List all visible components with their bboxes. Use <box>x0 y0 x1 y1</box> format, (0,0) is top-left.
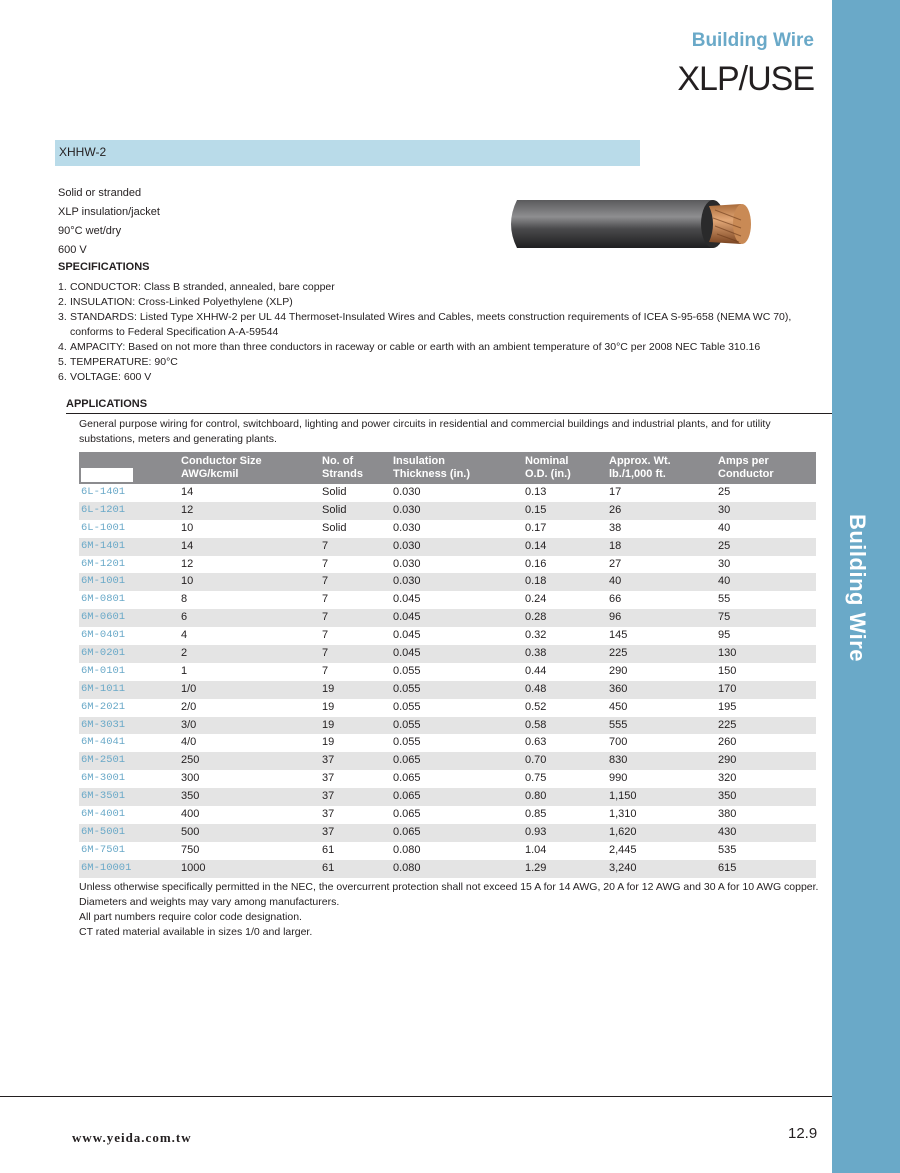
table-row <box>79 752 816 770</box>
table-row <box>79 842 816 860</box>
cell-weight: 40 <box>609 575 622 588</box>
cell-insulation: 0.030 <box>393 503 421 516</box>
cell-part-number: 6M-2021 <box>81 700 126 713</box>
cell-part-number: 6M-2501 <box>81 754 126 767</box>
cell-weight: 830 <box>609 754 628 767</box>
cell-insulation: 0.055 <box>393 718 421 731</box>
cell-amps: 40 <box>718 575 731 588</box>
cell-conductor-size: 1 <box>181 664 188 677</box>
table-row <box>79 717 816 735</box>
property-voltage: 600 V <box>58 244 87 256</box>
cell-insulation: 0.065 <box>393 808 421 821</box>
table-row <box>79 663 816 681</box>
cell-nominal-od: 0.85 <box>525 808 547 821</box>
specifications-list <box>58 280 800 385</box>
cell-nominal-od: 0.63 <box>525 736 547 749</box>
cell-conductor-size: 300 <box>181 772 200 785</box>
cell-insulation: 0.045 <box>393 647 421 660</box>
cell-amps: 195 <box>718 700 737 713</box>
cell-strands: 7 <box>322 557 329 570</box>
cell-strands: 7 <box>322 611 329 624</box>
cell-strands: 7 <box>322 593 329 606</box>
cell-nominal-od: 0.52 <box>525 700 547 713</box>
table-row <box>79 681 816 699</box>
cell-nominal-od: 0.13 <box>525 486 547 498</box>
cell-insulation: 0.045 <box>393 611 421 624</box>
cell-weight: 290 <box>609 664 628 677</box>
cell-amps: 170 <box>718 682 737 695</box>
page-title: XLP/USE <box>677 60 814 98</box>
table-row <box>79 484 816 502</box>
cell-insulation: 0.055 <box>393 736 421 749</box>
col-header-amps: Amps per Conductor <box>718 455 774 480</box>
cell-amps: 350 <box>718 790 737 803</box>
cell-part-number: 6M-0801 <box>81 593 126 606</box>
table-row <box>79 502 816 520</box>
col-header-insulation: Insulation Thickness (in.) <box>393 455 471 480</box>
cell-amps: 130 <box>718 647 737 660</box>
cell-weight: 555 <box>609 718 628 731</box>
spec-number: 5. <box>58 356 67 368</box>
spec-number: 3. <box>58 311 67 323</box>
cell-insulation: 0.030 <box>393 521 421 534</box>
cell-conductor-size: 500 <box>181 825 200 838</box>
cell-insulation: 0.065 <box>393 772 421 785</box>
applications-divider <box>66 413 832 414</box>
cell-nominal-od: 0.24 <box>525 593 547 606</box>
cell-insulation: 0.045 <box>393 629 421 642</box>
cell-part-number: 6M-0101 <box>81 664 126 677</box>
cell-insulation: 0.045 <box>393 593 421 606</box>
cell-amps: 25 <box>718 486 731 498</box>
header-swatch <box>81 468 133 482</box>
cell-strands: 7 <box>322 647 329 660</box>
cell-conductor-size: 2/0 <box>181 700 197 713</box>
cell-amps: 225 <box>718 718 737 731</box>
cell-insulation: 0.065 <box>393 790 421 803</box>
cell-amps: 25 <box>718 539 731 552</box>
col-header-conductor-size: Conductor Size AWG/kcmil <box>181 455 262 480</box>
page-number: 12.9 <box>788 1125 818 1142</box>
cable-image <box>495 180 763 268</box>
spec-item <box>58 310 800 340</box>
notes <box>79 880 818 940</box>
cell-nominal-od: 1.04 <box>525 843 547 856</box>
cell-part-number: 6M-0401 <box>81 629 126 642</box>
cell-nominal-od: 0.28 <box>525 611 547 624</box>
cell-strands: 37 <box>322 808 335 821</box>
website-link[interactable]: www.yeida.com.tw <box>72 1130 192 1145</box>
cell-amps: 320 <box>718 772 737 785</box>
cell-strands: Solid <box>322 503 347 516</box>
spec-item <box>58 280 800 295</box>
spec-item <box>58 370 800 385</box>
cell-conductor-size: 3/0 <box>181 718 197 731</box>
cell-strands: 19 <box>322 700 335 713</box>
cell-amps: 95 <box>718 629 731 642</box>
cell-nominal-od: 0.70 <box>525 754 547 767</box>
note-line: All part numbers require color code designation. <box>79 911 302 923</box>
cell-strands: 37 <box>322 772 335 785</box>
cell-weight: 66 <box>609 593 622 606</box>
cell-insulation: 0.055 <box>393 700 421 713</box>
cell-strands: 37 <box>322 825 335 838</box>
property-temperature: 90°C wet/dry <box>58 225 122 237</box>
cell-weight: 990 <box>609 772 628 785</box>
cell-nominal-od: 0.32 <box>525 629 547 642</box>
spec-text: STANDARDS: Listed Type XHHW-2 per UL 44 Thermoset-Insulated Wires and Cables, meets construction requirements of ICEA S-95-658 (NEMA WC 70), conforms to Federal Specification A-A-59544 <box>70 311 792 338</box>
spec-text: AMPACITY: Based on not more than three conductors in raceway or cable or earth with an ambient temperature of 30°C per 2008 NEC Table 310.16 <box>70 341 761 353</box>
cell-part-number: 6M-0601 <box>81 611 126 624</box>
applications-text: General purpose wiring for control, switchboard, lighting and power circuits in residential and commercial buildings and industrial plants, and for utility substations, meters and generating plants. <box>79 418 771 445</box>
table-body <box>79 484 816 878</box>
cell-conductor-size: 14 <box>181 539 194 552</box>
cell-weight: 17 <box>609 486 622 498</box>
table-row <box>79 538 816 556</box>
cell-insulation: 0.030 <box>393 486 421 498</box>
product-name: XHHW-2 <box>59 145 107 159</box>
cell-weight: 96 <box>609 611 622 624</box>
table-row <box>79 573 816 591</box>
cell-nominal-od: 1.29 <box>525 861 547 874</box>
cell-part-number: 6M-3501 <box>81 790 126 803</box>
table-row <box>79 556 816 574</box>
cell-nominal-od: 0.16 <box>525 557 547 570</box>
cell-strands: Solid <box>322 486 347 498</box>
cell-strands: 19 <box>322 682 335 695</box>
cell-amps: 30 <box>718 503 731 516</box>
cell-conductor-size: 14 <box>181 486 194 498</box>
cell-strands: 7 <box>322 575 329 588</box>
table-row <box>79 824 816 842</box>
cell-weight: 1,620 <box>609 825 637 838</box>
cell-part-number: 6M-1401 <box>81 539 126 552</box>
cell-strands: 7 <box>322 664 329 677</box>
applications-heading: APPLICATIONS <box>66 398 148 410</box>
cell-part-number: 6M-3001 <box>81 772 126 785</box>
product-band <box>55 140 640 166</box>
table-row <box>79 520 816 538</box>
cell-part-number: 6M-10001 <box>81 861 132 874</box>
cell-part-number: 6M-5001 <box>81 825 126 838</box>
cell-conductor-size: 10 <box>181 521 194 534</box>
property-construction: Solid or stranded <box>58 187 142 199</box>
col-header-nominal-od: Nominal O.D. (in.) <box>525 455 571 480</box>
cell-amps: 55 <box>718 593 731 606</box>
cell-nominal-od: 0.93 <box>525 825 547 838</box>
cell-insulation: 0.030 <box>393 575 421 588</box>
cell-nominal-od: 0.38 <box>525 647 547 660</box>
table-row <box>79 770 816 788</box>
cell-insulation: 0.065 <box>393 825 421 838</box>
cell-part-number: 6L-1401 <box>81 486 126 498</box>
cell-weight: 225 <box>609 647 628 660</box>
spec-number: 1. <box>58 281 67 293</box>
spec-text: CONDUCTOR: Class B stranded, annealed, bare copper <box>70 281 335 293</box>
cell-nominal-od: 0.75 <box>525 772 547 785</box>
cell-insulation: 0.030 <box>393 557 421 570</box>
cell-nominal-od: 0.17 <box>525 521 547 534</box>
spec-text: VOLTAGE: 600 V <box>70 371 152 383</box>
cell-weight: 26 <box>609 503 622 516</box>
cell-part-number: 6M-4001 <box>81 808 126 821</box>
cell-strands: 37 <box>322 754 335 767</box>
specifications-heading: SPECIFICATIONS <box>58 261 150 273</box>
sidebar-label: Building Wire <box>845 513 870 663</box>
cell-weight: 1,150 <box>609 790 637 803</box>
footer-divider <box>0 1096 832 1097</box>
cell-conductor-size: 4/0 <box>181 736 197 749</box>
table-row <box>79 645 816 663</box>
cell-conductor-size: 4 <box>181 629 188 642</box>
product-properties <box>58 184 160 260</box>
note-line: Unless otherwise specifically permitted in the NEC, the overcurrent protection shall not exceed 15 A for 14 AWG, 20 A for 12 AWG and 30 A for 10 AWG copper. <box>79 881 819 893</box>
cell-weight: 700 <box>609 736 628 749</box>
cell-insulation: 0.055 <box>393 682 421 695</box>
cell-amps: 430 <box>718 825 737 838</box>
cell-weight: 2,445 <box>609 843 637 856</box>
cell-amps: 290 <box>718 754 737 767</box>
table-row <box>79 860 816 878</box>
cell-part-number: 6M-0201 <box>81 647 126 660</box>
spec-item <box>58 340 800 355</box>
cell-conductor-size: 12 <box>181 557 194 570</box>
table-row <box>79 806 816 824</box>
cell-nominal-od: 0.58 <box>525 718 547 731</box>
header-category: Building Wire <box>691 30 814 51</box>
note-line: Diameters and weights may vary among manufacturers. <box>79 896 340 908</box>
cell-part-number: 6M-1001 <box>81 575 126 588</box>
cell-part-number: 6M-1011 <box>81 682 126 695</box>
cell-nominal-od: 0.80 <box>525 790 547 803</box>
cell-amps: 380 <box>718 808 737 821</box>
cell-conductor-size: 12 <box>181 503 194 516</box>
cell-insulation: 0.080 <box>393 843 421 856</box>
cell-amps: 260 <box>718 736 737 749</box>
cell-amps: 40 <box>718 521 731 534</box>
cell-part-number: 6L-1001 <box>81 521 126 534</box>
cell-strands: 19 <box>322 718 335 731</box>
spec-item <box>58 295 800 310</box>
table-row <box>79 627 816 645</box>
cell-strands: 19 <box>322 736 335 749</box>
cell-weight: 145 <box>609 629 628 642</box>
table-row <box>79 734 816 752</box>
spec-table <box>79 452 816 878</box>
col-header-strands: No. of Strands <box>322 455 363 480</box>
property-insulation: XLP insulation/jacket <box>58 206 160 218</box>
cell-strands: 61 <box>322 843 335 856</box>
note-line: CT rated material available in sizes 1/0 and larger. <box>79 926 313 938</box>
cell-amps: 75 <box>718 611 731 624</box>
spec-text: TEMPERATURE: 90°C <box>70 356 178 368</box>
cell-amps: 535 <box>718 843 737 856</box>
cell-strands: Solid <box>322 521 347 534</box>
cell-part-number: 6M-3031 <box>81 718 126 731</box>
cell-weight: 1,310 <box>609 808 637 821</box>
cell-weight: 450 <box>609 700 628 713</box>
cell-strands: 37 <box>322 790 335 803</box>
cell-insulation: 0.055 <box>393 664 421 677</box>
cell-conductor-size: 250 <box>181 754 200 767</box>
cell-nominal-od: 0.14 <box>525 539 547 552</box>
cell-part-number: 6L-1201 <box>81 503 126 516</box>
table-header <box>79 452 816 484</box>
cell-amps: 615 <box>718 861 737 874</box>
cell-amps: 30 <box>718 557 731 570</box>
table-row <box>79 609 816 627</box>
cell-part-number: 6M-1201 <box>81 557 126 570</box>
cell-conductor-size: 1/0 <box>181 682 197 695</box>
cell-nominal-od: 0.15 <box>525 503 547 516</box>
cell-insulation: 0.030 <box>393 539 421 552</box>
cell-weight: 27 <box>609 557 622 570</box>
cell-conductor-size: 350 <box>181 790 200 803</box>
cell-conductor-size: 400 <box>181 808 200 821</box>
table-row <box>79 591 816 609</box>
cell-nominal-od: 0.48 <box>525 682 547 695</box>
cell-conductor-size: 750 <box>181 843 200 856</box>
col-header-weight: Approx. Wt. lb./1,000 ft. <box>609 455 671 480</box>
cell-conductor-size: 2 <box>181 647 188 660</box>
table-row <box>79 788 816 806</box>
cell-weight: 18 <box>609 539 622 552</box>
cell-strands: 7 <box>322 629 329 642</box>
cell-insulation: 0.065 <box>393 754 421 767</box>
cell-conductor-size: 8 <box>181 593 188 606</box>
cell-part-number: 6M-7501 <box>81 843 126 856</box>
table-row <box>79 699 816 717</box>
spec-text: INSULATION: Cross-Linked Polyethylene (XLP) <box>70 296 293 308</box>
cell-insulation: 0.080 <box>393 861 421 874</box>
cell-nominal-od: 0.18 <box>525 575 547 588</box>
spec-number: 6. <box>58 371 67 383</box>
cell-conductor-size: 6 <box>181 611 188 624</box>
cell-conductor-size: 10 <box>181 575 194 588</box>
spec-item <box>58 355 800 370</box>
spec-number: 2. <box>58 296 67 308</box>
cell-part-number: 6M-4041 <box>81 736 126 749</box>
cell-strands: 7 <box>322 539 329 552</box>
cell-nominal-od: 0.44 <box>525 664 547 677</box>
cell-amps: 150 <box>718 664 737 677</box>
cell-weight: 38 <box>609 521 622 534</box>
cell-strands: 61 <box>322 861 335 874</box>
spec-number: 4. <box>58 341 67 353</box>
cell-weight: 3,240 <box>609 861 637 874</box>
cell-conductor-size: 1000 <box>181 861 206 874</box>
cell-weight: 360 <box>609 682 628 695</box>
